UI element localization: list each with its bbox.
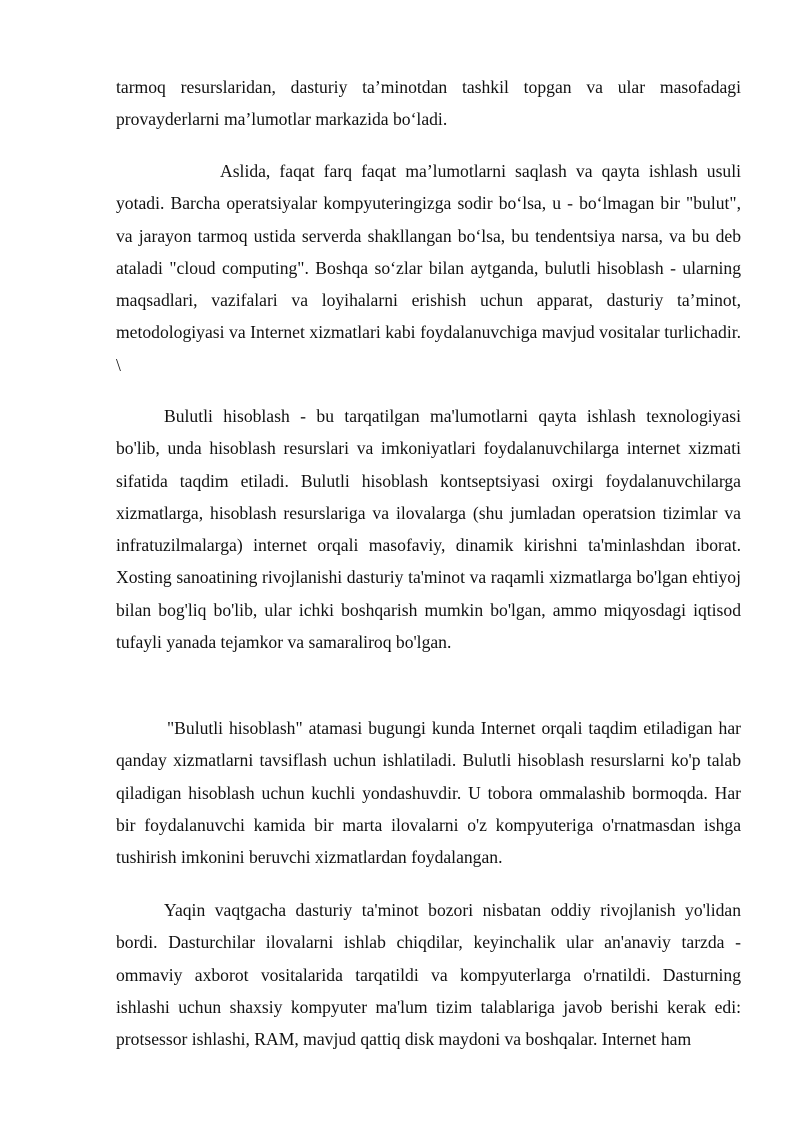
- paragraph-aslida: [116, 155, 741, 381]
- paragraph-continuation: [116, 71, 741, 136]
- paragraph-atamasi: [116, 712, 741, 873]
- paragraph-yaqin-vaqtgacha: [116, 894, 741, 1055]
- paragraph: tarmoq resurslaridan, dasturiy ta’minotdan tashkil topgan va ular masofadagi provayderlarni ma’lumotlar markazida bo‘ladi.: [116, 77, 741, 130]
- paragraph-bulutli-hisoblash: [116, 400, 741, 658]
- paragraph: Yaqin vaqtgacha dasturiy ta'minot bozori nisbatan oddiy rivojlanish yo'lidan bordi. Dasturchilar ilovalarni ishlab chiqdilar, keyinchalik ular an'anaviy tarzda - ommaviy axborot vositalarida tarqatildi va kompyuterlarga o'rnatildi. Dasturning ishlashi uchun shaxsiy kompyuter ma'lum tizim talablariga javob berishi kerak edi: protsessor ishlashi, RAM, mavjud qattiq disk maydoni va boshqalar. Internet ham: [116, 900, 741, 1050]
- paragraph: "Bulutli hisoblash" atamasi bugungi kunda Internet orqali taqdim etiladigan har qanday xizmatlarni tavsiflash uchun ishlatiladi. Bulutli hisoblash resurslarni ko'p talab qiladigan hisoblash uchun kuchli yondashuvdir. U tobora ommalashib bormoqda. Har bir foydalanuvchi kamida bir marta ilovalarni o'z kompyuteriga o'rnatmasdan ishga tushirish imkonini beruvchi xizmatlardan foydalangan.: [116, 718, 741, 868]
- paragraph: Aslida, faqat farq faqat ma’lumotlarni saqlash va qayta ishlash usuli yotadi. Barcha operatsiyalar kompyuteringizga sodir bo‘lsa, u - bo‘lmagan bir "bulut", va jarayon tarmoq ustida serverda shakllangan bo‘lsa, bu tendentsiya narsa, va bu deb ataladi "cloud computing". Boshqa so‘zlar bilan aytganda, bulutli hisoblash - ularning maqsadlari, vazifalari va loyihalarni erishish uchun apparat, dasturiy ta’minot, metodologiyasi va Internet xizmatlari kabi foydalanuvchiga mavjud vositalar turlichadir. \: [116, 161, 741, 375]
- paragraph: Bulutli hisoblash - bu tarqatilgan ma'lumotlarni qayta ishlash texnologiyasi bo'lib, unda hisoblash resurslari va imkoniyatlari foydalanuvchilarga internet xizmati sifatida taqdim etiladi. Bulutli hisoblash kontseptsiyasi oxirgi foydalanuvchilarga xizmatlarga, hisoblash resurslariga va ilovalarga (shu jumladan operatsion tizimlar va infratuzilmalarga) internet orqali masofaviy, dinamik kirishni ta'minlashdan iborat. Xosting sanoatining rivojlanishi dasturiy ta'minot va raqamli xizmatlarga bo'lgan ehtiyoj bilan bog'liq bo'lib, ular ichki boshqarish mumkin bo'lgan, ammo miqyosdagi iqtisod tufayli yanada tejamkor va samaraliroq bo'lgan.: [116, 406, 741, 653]
